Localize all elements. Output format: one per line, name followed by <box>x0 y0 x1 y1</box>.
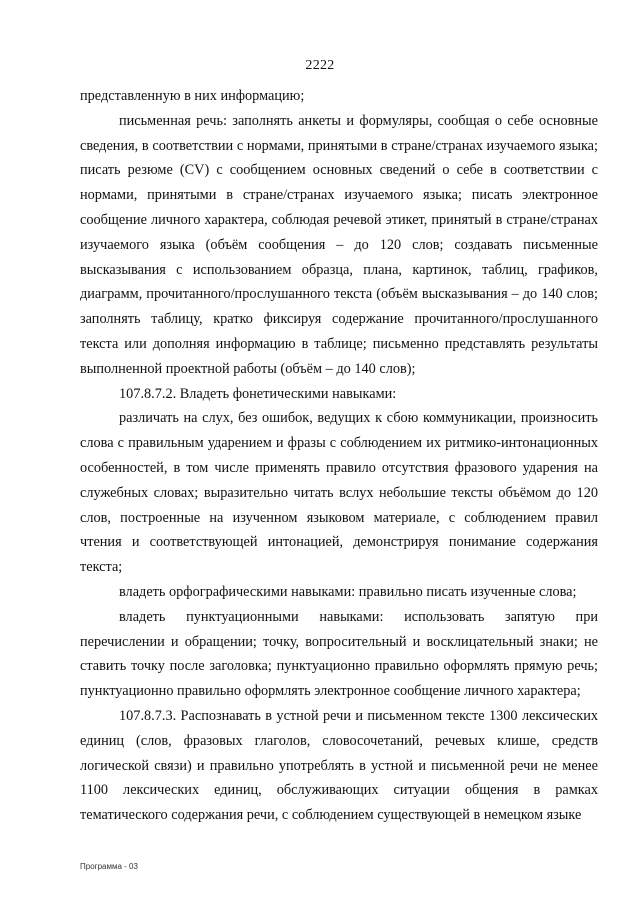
body-text <box>80 84 598 828</box>
paragraph: различать на слух, без ошибок, ведущих к сбою коммуникации, произносить слова с правильным ударением и фразы с соблюдением их ритмико-интонационных особенностей, в том числе применять правило отсутствия фразового ударения на служебных словах; выразительно читать вслух небольшие тексты объёмом до 120 слов, построенные на изученном языковом материале, с соблюдением правил чтения и соответствующей интонацией, демонстрируя понимание содержания текста; <box>80 410 598 576</box>
paragraph: представленную в них информацию; <box>80 88 305 104</box>
page-number: 2222 <box>305 58 335 73</box>
paragraph: владеть пунктуационными навыками: использовать запятую при перечислении и обращении; точку, вопросительный и восклицательный знаки; не ставить точку после заголовка; пунктуационно правильно оформлять прямую речь; пунктуационно правильно оформлять электронное сообщение личного характера; <box>80 608 598 700</box>
paragraph: 107.8.7.3. Распознавать в устной речи и письменном тексте 1300 лексических единиц (слов, фразовых глаголов, словосочетаний, речевых клише, средств логической связи) и правильно употреблять в устной и письменной речи не менее 1100 лексических единиц, обслуживающих ситуации общения в рамках тематического содержания речи, с соблюдением существующей в немецком языке <box>80 707 598 824</box>
paragraph: письменная речь: заполнять анкеты и формуляры, сообщая о себе основные сведения, в соответствии с нормами, принятыми в стране/странах изучаемого языка; писать резюме (CV) с сообщением основных сведений о себе в соответствии с нормами, принятыми в стране/странах изучаемого языка; писать электронное сообщение личного характера, соблюдая речевой этикет, принятый в стране/странах изучаемого языка (объём сообщения – до 120 слов; создавать письменные высказывания с использованием образца, плана, картинок, таблиц, графиков, диаграмм, прочитанного/прослушанного текста (объём высказывания – до 140 слов; заполнять таблицу, кратко фиксируя содержание прочитанного/прослушанного текста или дополняя информацию в таблице; письменно представлять результаты выполненной проектной работы (объём – до 140 слов); <box>80 112 598 377</box>
section-heading: 107.8.7.2. Владеть фонетическими навыками: <box>119 385 397 402</box>
footer-label: Программа - 03 <box>80 862 138 871</box>
paragraph: владеть орфографическими навыками: правильно писать изученные слова; <box>119 583 577 600</box>
